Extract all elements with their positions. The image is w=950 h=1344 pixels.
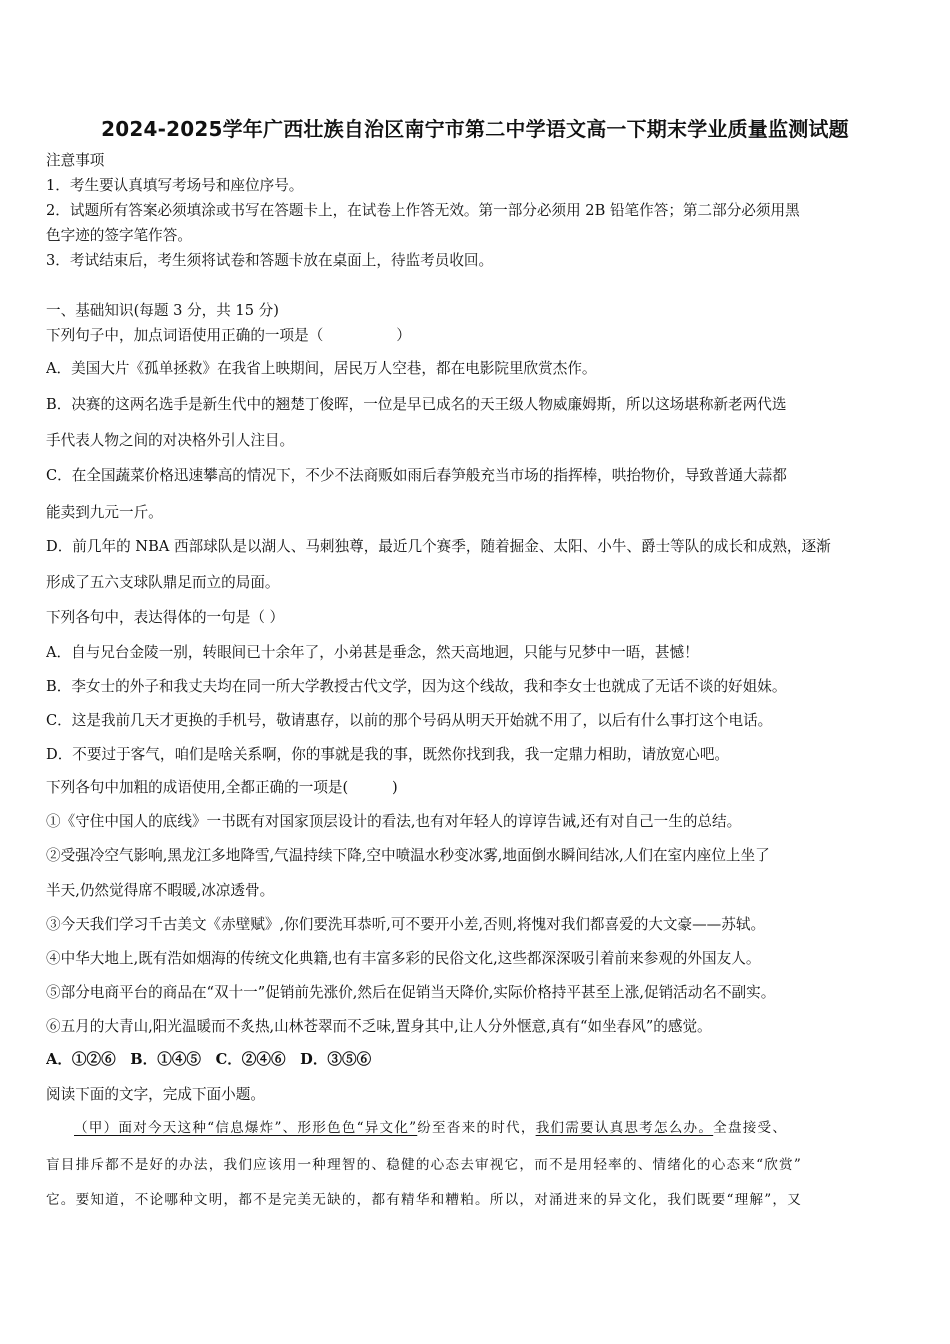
q2-stem: 下列各句中，表达得体的一句是（ ）	[46, 609, 285, 626]
q1-option-b-cont: 手代表人物之间的对决格外引人注目。	[46, 432, 295, 449]
passage-underlined-2: 我们需要认真思考怎么办。	[535, 1120, 714, 1136]
q1-stem: 下列句子中，加点词语使用正确的一项是（ ）	[46, 327, 411, 344]
passage-underlined-1: （甲）面对今天这种“信息爆炸”、形形色色“异文化”	[74, 1120, 418, 1136]
q1-option-d: D．前几年的 NBA 西部球队是以湖人、马刺独尊，最近几个赛季，随着掘金、太阳、小牛、爵士等队的成长和成熟，逐渐	[46, 538, 831, 555]
q3-sentence-3: ③今天我们学习千古美文《赤壁赋》,你们要洗耳恭听,可不要开小差,否则,将愧对我们都喜爱的大文豪——苏轼。	[46, 916, 766, 933]
q2-option-c: C．这是我前几天才更换的手机号，敬请惠存，以前的那个号码从明天开始就不用了，以后有什么事打这个电话。	[46, 712, 773, 729]
notice-item-2: 2．试题所有答案必须填涂或书写在答题卡上，在试卷上作答无效。第一部分必须用 2B 铅笔作答；第二部分必须用黑	[46, 202, 800, 219]
passage-line-1	[46, 1117, 936, 1139]
passage-line-2: 盲目排斥都不是好的办法，我们应该用一种理智的、稳健的心态去审视它，而不是用轻率的、情绪化的心态来“欣赏”	[46, 1157, 802, 1173]
reading-instruction: 阅读下面的文字，完成下面小题。	[46, 1086, 265, 1103]
q3-options: A．①②⑥ B．①④⑤ C．②④⑥ D．③⑤⑥	[46, 1051, 372, 1068]
page-title: 2024-2025学年广西壮族自治区南宁市第二中学语文高一下期末学业质量监测试题	[101, 117, 849, 141]
q3-sentence-2: ②受强冷空气影响,黑龙江多地降雪,气温持续下降,空中喷温水秒变冰雾,地面倒水瞬间结冰,人们在室内座位上坐了	[46, 847, 770, 864]
q3-sentence-4: ④中华大地上,既有浩如烟海的传统文化典籍,也有丰富多彩的民俗文化,这些都深深吸引着前来参观的外国友人。	[46, 950, 761, 967]
q2-option-a: A．自与兄台金陵一别，转眼间已十余年了，小弟甚是垂念，然天高地迥，只能与兄梦中一晤，甚憾！	[46, 644, 699, 661]
passage-text-2: 全盘接受、	[713, 1120, 788, 1136]
q2-option-b: B．李女士的外子和我丈夫均在同一所大学教授古代文学，因为这个线故，我和李女士也就成了无话不谈的好姐妹。	[46, 678, 787, 695]
q3-sentence-6: ⑥五月的大青山,阳光温暖而不炙热,山林苍翠而不乏味,置身其中,让人分外惬意,真有“如坐春风”的感觉。	[46, 1018, 712, 1035]
q1-option-a: A．美国大片《孤单拯救》在我省上映期间，居民万人空巷，都在电影院里欣赏杰作。	[46, 360, 597, 377]
notice-item-2-cont: 色字迹的签字笔作答。	[46, 227, 192, 244]
q1-option-c-cont: 能卖到九元一斤。	[46, 504, 163, 521]
q3-sentence-1: ①《守住中国人的底线》一书既有对国家顶层设计的看法,也有对年轻人的谆谆告诫,还有对自己一生的总结。	[46, 813, 742, 830]
notice-item-3: 3．考试结束后，考生须将试卷和答题卡放在桌面上，待监考员收回。	[46, 252, 494, 269]
notice-heading: 注意事项	[46, 152, 105, 169]
q1-option-c: C．在全国蔬菜价格迅速攀高的情况下，不少不法商贩如雨后春笋般充当市场的指挥棒，哄抬物价，导致普通大蒜都	[46, 467, 787, 484]
q2-option-d: D．不要过于客气，咱们是啥关系啊，你的事就是我的事，既然你找到我，我一定鼎力相助，请放宽心吧。	[46, 746, 730, 763]
passage-text-1: 纷至沓来的时代，	[417, 1120, 536, 1136]
q3-sentence-2-cont: 半天,仍然觉得席不暇暖,冰凉透骨。	[46, 882, 275, 899]
q1-option-b: B．决赛的这两名选手是新生代中的翘楚丁俊晖，一位是早已成名的天王级人物威廉姆斯，所以这场堪称新老两代选	[46, 396, 787, 413]
section-heading: 一、基础知识(每题 3 分，共 15 分)	[46, 302, 279, 319]
q1-option-d-cont: 形成了五六支球队鼎足而立的局面。	[46, 574, 280, 591]
q3-stem: 下列各句中加粗的成语使用,全都正确的一项是( )	[46, 779, 398, 796]
passage-line-3: 它。要知道，不论哪种文明，都不是完美无缺的，都有精华和糟粕。所以，对涌进来的异文化，我们既要“理解”，又	[46, 1192, 802, 1208]
q3-sentence-5: ⑤部分电商平台的商品在“双十一”促销前先涨价,然后在促销当天降价,实际价格持平甚至上涨,促销活动名不副实。	[46, 984, 776, 1001]
notice-item-1: 1．考生要认真填写考场号和座位序号。	[46, 177, 304, 194]
